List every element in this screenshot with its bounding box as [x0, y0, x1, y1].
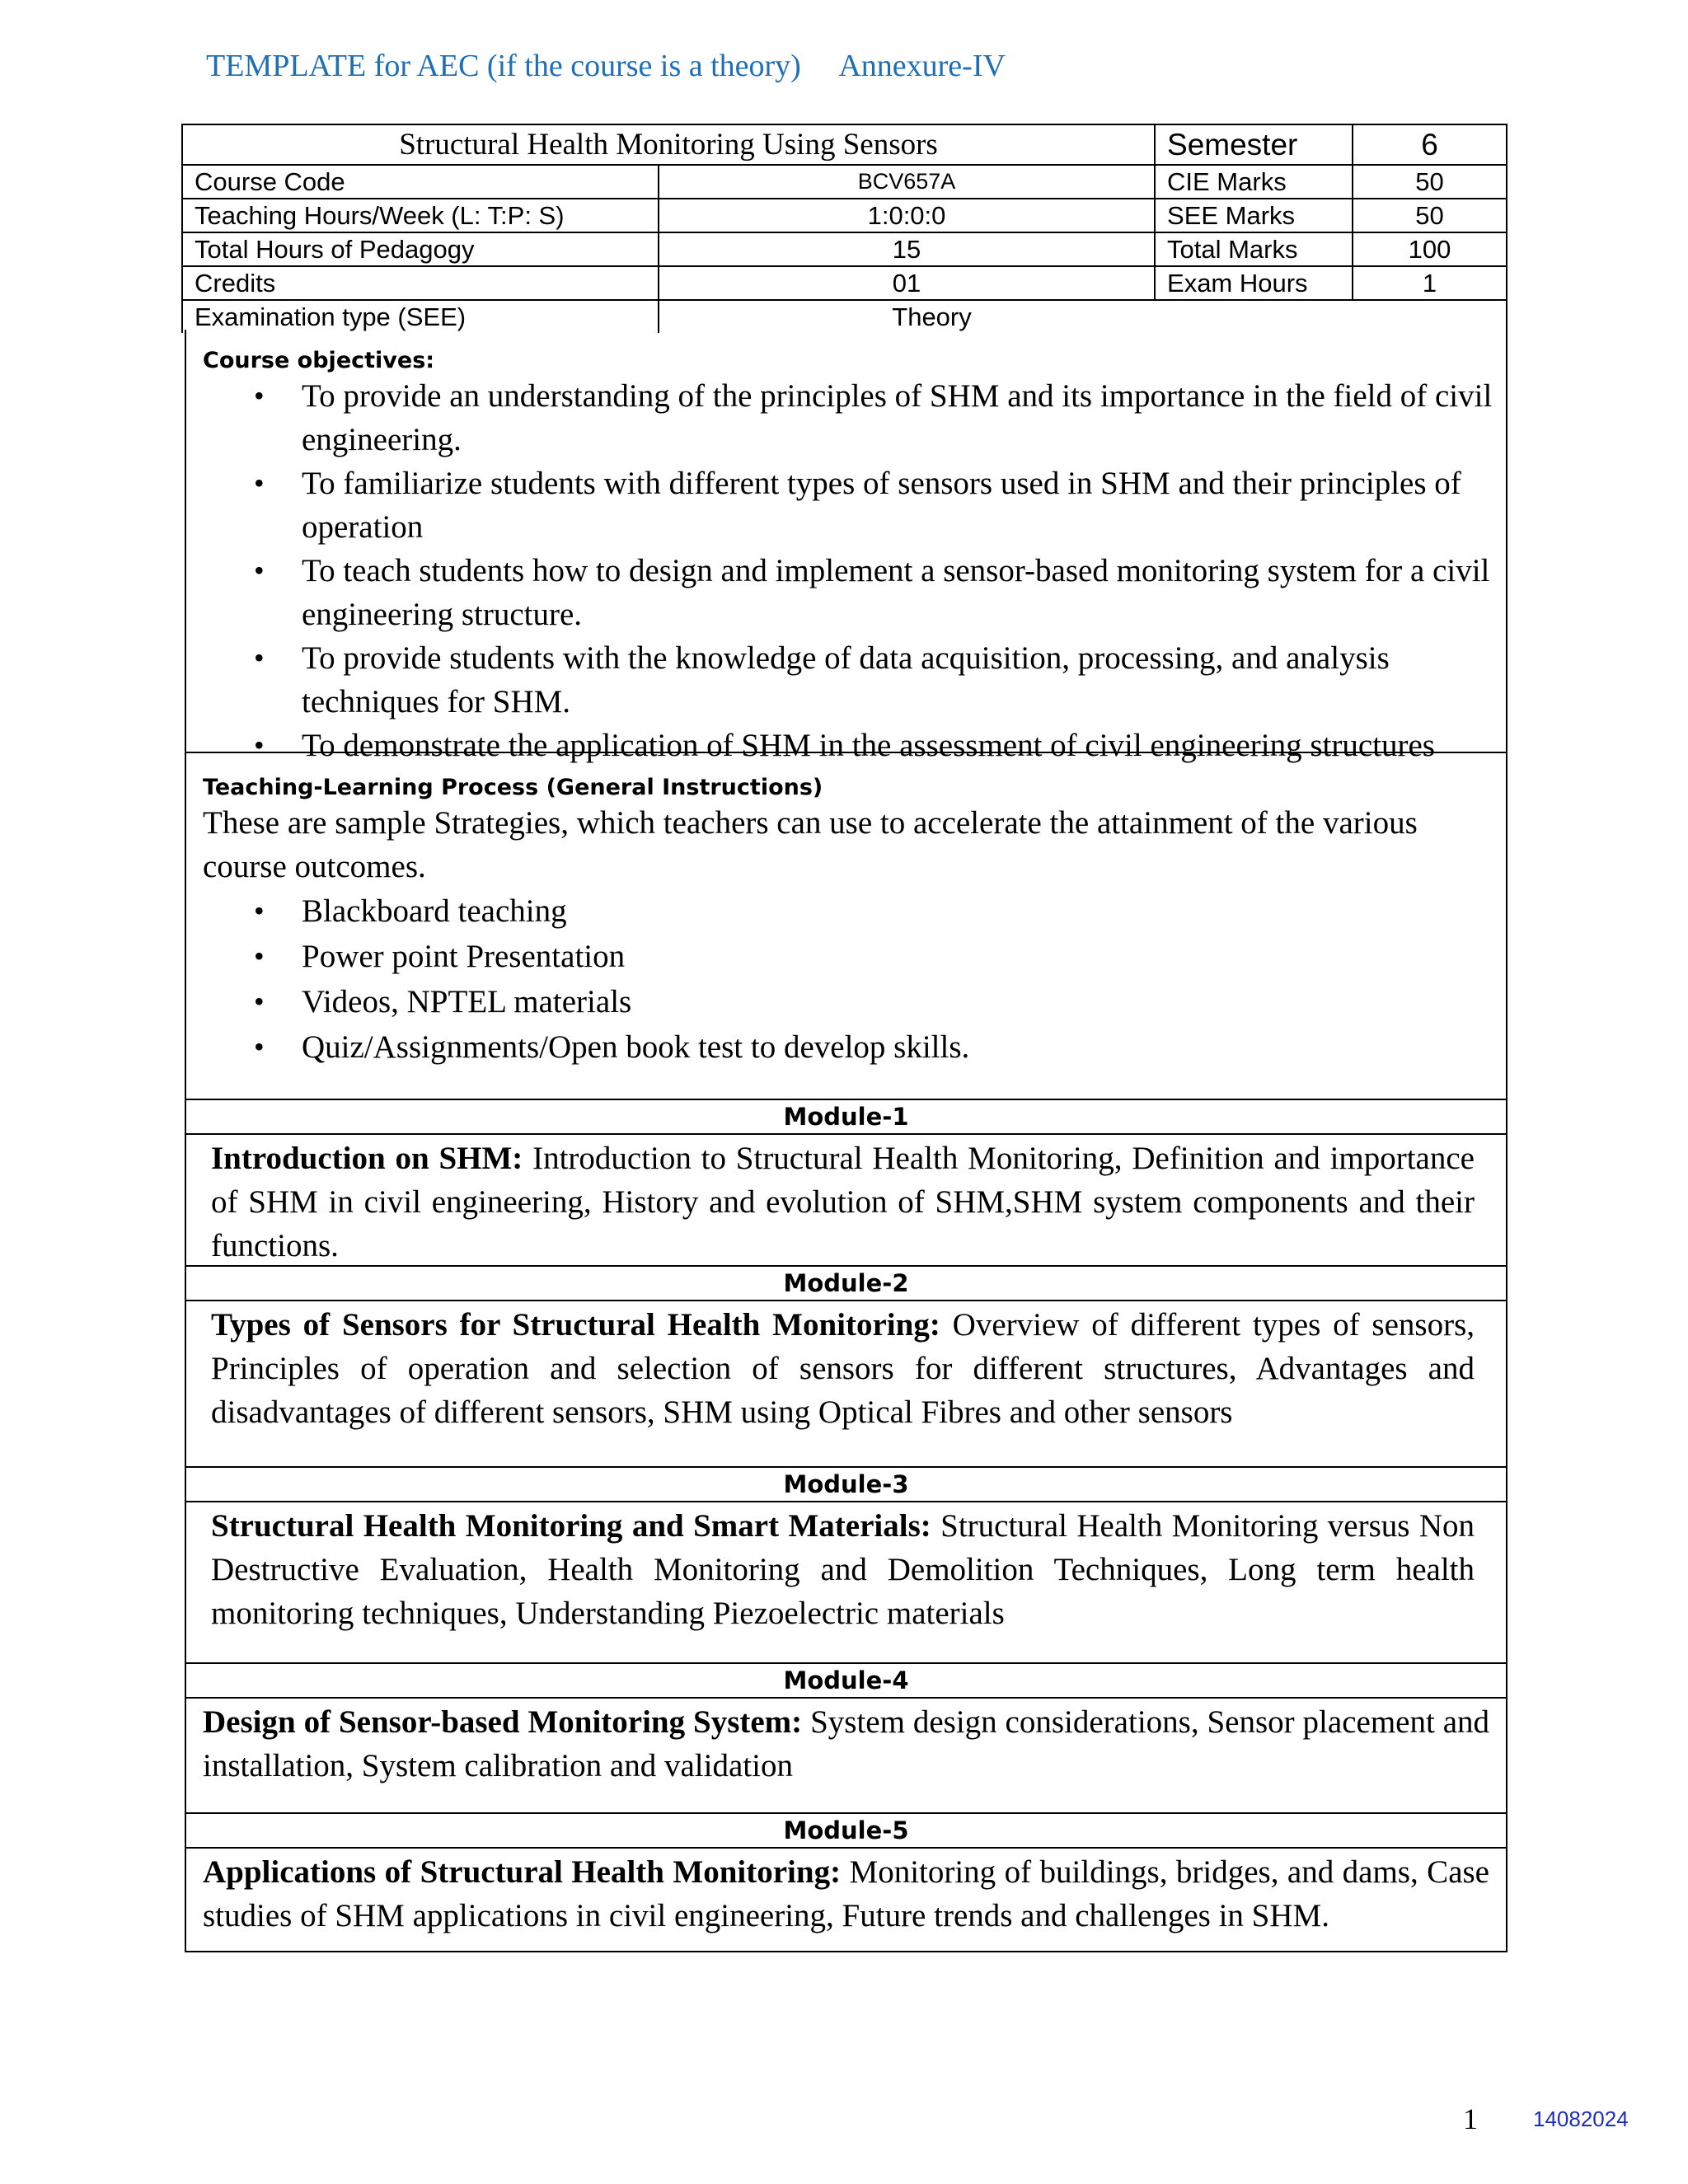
row-value: 01	[659, 266, 1155, 300]
exam-type-row	[182, 300, 1507, 333]
teaching-learning-intro: These are sample Strategies, which teachers can use to accelerate the attainment of the various course outcomes.	[203, 805, 1418, 884]
module-text: Structural Health Monitoring versus Non Destructive Evaluation, Health Monitoring and Demolition Techniques, Long term health monitoring techniques, Understanding Piezoelectric materials	[211, 1508, 1475, 1631]
row-label: Total Hours of Pedagogy	[182, 232, 659, 266]
module-heading: Module-2	[186, 1267, 1506, 1301]
list-item: • Power point Presentation	[302, 934, 1494, 979]
module-heading: Module-3	[186, 1468, 1506, 1502]
content-frame	[185, 330, 1507, 1952]
module-heading: Module-4	[186, 1664, 1506, 1699]
objectives-title: Course objectives:	[203, 348, 435, 373]
list-item: • To familiarize students with different types of sensors used in SHM and their principles of operation	[302, 462, 1494, 549]
list-item: • Blackboard teaching	[302, 888, 1494, 934]
table-row	[182, 199, 1507, 232]
row-right-value: 50	[1353, 165, 1507, 199]
table-row	[182, 165, 1507, 199]
row-label: Teaching Hours/Week (L: T:P: S)	[182, 199, 659, 232]
module-lead: Types of Sensors for Structural Health Monitoring:	[211, 1307, 940, 1343]
document-id: 14082024	[1533, 2107, 1629, 2131]
module-body	[186, 1699, 1506, 1812]
module-body	[186, 1135, 1506, 1265]
module-heading: Module-1	[186, 1100, 1506, 1135]
module-3-section	[186, 1468, 1506, 1664]
module-4-section	[186, 1664, 1506, 1814]
module-body	[186, 1849, 1506, 1951]
exam-type-label: Examination type (SEE)	[182, 300, 659, 333]
module-text: Monitoring of buildings, bridges, and dams, Case studies of SHM applications in civil engineering, Future trends and challenges in SHM.	[203, 1854, 1489, 1933]
list-item: • To provide students with the knowledge of data acquisition, processing, and analysis techniques for SHM.	[302, 636, 1494, 724]
row-right-label: CIE Marks	[1155, 165, 1353, 199]
list-item: • To teach students how to design and implement a sensor-based monitoring system for a civil engineering structure.	[302, 549, 1494, 636]
module-text: Introduction to Structural Health Monitoring, Definition and importance of SHM in civil engineering, History and evolution of SHM,SHM system components and their functions.	[211, 1141, 1475, 1263]
row-right-value: 1	[1353, 266, 1507, 300]
module-body	[186, 1502, 1506, 1662]
module-5-section	[186, 1814, 1506, 1951]
row-label: Course Code	[182, 165, 659, 199]
teaching-learning-section	[186, 753, 1506, 1100]
teaching-learning-title: Teaching-Learning Process (General Instructions)	[203, 775, 823, 800]
module-lead: Introduction on SHM:	[211, 1141, 523, 1176]
objectives-list	[203, 374, 1494, 767]
module-text: System design considerations, Sensor placement and installation, System calibration and validation	[203, 1704, 1490, 1783]
course-objectives-section	[186, 330, 1506, 763]
module-heading: Module-5	[186, 1814, 1506, 1849]
row-right-label: Exam Hours	[1155, 266, 1353, 300]
semester-value: 6	[1353, 124, 1507, 165]
course-title-row	[182, 124, 1507, 165]
table-row	[182, 266, 1507, 300]
row-value: 1:0:0:0	[659, 199, 1155, 232]
row-right-value: 50	[1353, 199, 1507, 232]
row-right-label: Total Marks	[1155, 232, 1353, 266]
row-value: 15	[659, 232, 1155, 266]
page-number: 1	[1463, 2102, 1478, 2135]
list-item: • To provide an understanding of the principles of SHM and its importance in the field of civil engineering.	[302, 374, 1494, 462]
module-lead: Structural Health Monitoring and Smart Materials:	[211, 1508, 931, 1544]
row-value: BCV657A	[659, 165, 1155, 199]
annexure-label: Annexure-IV	[838, 49, 1006, 83]
list-item: • Videos, NPTEL materials	[302, 979, 1494, 1024]
course-info-table	[181, 124, 1507, 333]
row-label: Credits	[182, 266, 659, 300]
semester-label: Semester	[1155, 124, 1353, 165]
row-right-label: SEE Marks	[1155, 199, 1353, 232]
page-header	[206, 48, 1006, 84]
table-row	[182, 232, 1507, 266]
list-item: • To demonstrate the application of SHM in the assessment of civil engineering structures	[302, 724, 1494, 767]
module-body	[186, 1301, 1506, 1466]
exam-type-value: Theory	[659, 300, 1507, 333]
template-label: TEMPLATE for AEC (if the course is a theory)	[206, 49, 801, 83]
module-text: Overview of different types of sensors, Principles of operation and selection of sensors for different structures, Advantages and disadvantages of different sensors, SHM using Optical Fibres and other sensors	[211, 1307, 1475, 1430]
list-item: • Quiz/Assignments/Open book test to develop skills.	[302, 1024, 1494, 1070]
teaching-methods-list	[203, 888, 1494, 1070]
row-right-value: 100	[1353, 232, 1507, 266]
course-title: Structural Health Monitoring Using Sensors	[182, 124, 1155, 165]
module-lead: Design of Sensor-based Monitoring System:	[203, 1704, 803, 1740]
module-1-section	[186, 1100, 1506, 1267]
module-lead: Applications of Structural Health Monitoring:	[203, 1854, 842, 1890]
module-2-section	[186, 1267, 1506, 1468]
